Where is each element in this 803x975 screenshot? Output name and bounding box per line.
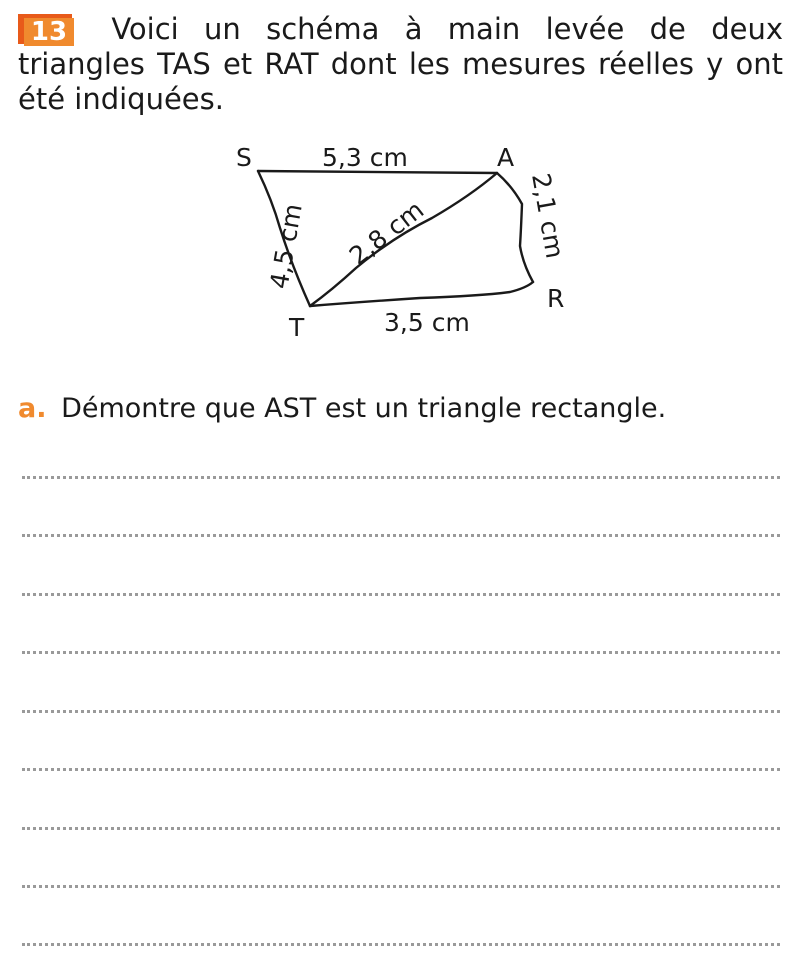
answer-line[interactable] bbox=[22, 476, 780, 479]
statement-word: Voici bbox=[111, 12, 179, 46]
segment-TR bbox=[310, 282, 533, 306]
answer-line[interactable] bbox=[22, 534, 780, 537]
answer-line[interactable] bbox=[22, 768, 780, 771]
measure-AR: 2,1 cm bbox=[526, 171, 570, 261]
answer-line[interactable] bbox=[22, 651, 780, 654]
vertex-label-R: R bbox=[547, 284, 565, 313]
segment-SA bbox=[258, 171, 497, 173]
measure-SA: 5,3 cm bbox=[322, 143, 408, 172]
statement-word: de bbox=[649, 12, 686, 46]
statement-line-2: triangles TAS et RAT dont les mesures réelles y ont bbox=[18, 47, 783, 81]
measure-AT: 2,8 cm bbox=[343, 195, 430, 271]
segment-ST bbox=[258, 171, 310, 306]
statement-line-3: été indiquées. bbox=[18, 82, 224, 116]
vertex-label-S: S bbox=[236, 143, 252, 172]
answer-line[interactable] bbox=[22, 885, 780, 888]
answer-line[interactable] bbox=[22, 593, 780, 596]
statement-word: à bbox=[404, 12, 423, 46]
statement-word: levée bbox=[545, 12, 625, 46]
statement-line-1 bbox=[18, 12, 783, 47]
answer-line[interactable] bbox=[22, 943, 780, 946]
answer-line[interactable] bbox=[22, 827, 780, 830]
measure-TR: 3,5 cm bbox=[384, 308, 470, 337]
statement-word: un bbox=[204, 12, 241, 46]
question-a bbox=[18, 392, 666, 426]
statement-word: schéma bbox=[266, 12, 380, 46]
statement-word: main bbox=[447, 12, 521, 46]
answer-line[interactable] bbox=[22, 710, 780, 713]
exercise-statement bbox=[18, 12, 783, 117]
segment-AT bbox=[310, 173, 497, 306]
statement-word: deux bbox=[711, 12, 783, 46]
vertex-label-A: A bbox=[497, 143, 515, 172]
question-letter: a. bbox=[18, 393, 47, 424]
question-text: Démontre que AST est un triangle rectangle. bbox=[61, 393, 667, 424]
vertex-label-T: T bbox=[289, 313, 305, 342]
exercise-number: 13 bbox=[24, 18, 74, 46]
segment-AR bbox=[497, 173, 533, 282]
exercise-number-badge bbox=[18, 14, 74, 46]
measure-ST: 4,5 cm bbox=[264, 201, 308, 292]
